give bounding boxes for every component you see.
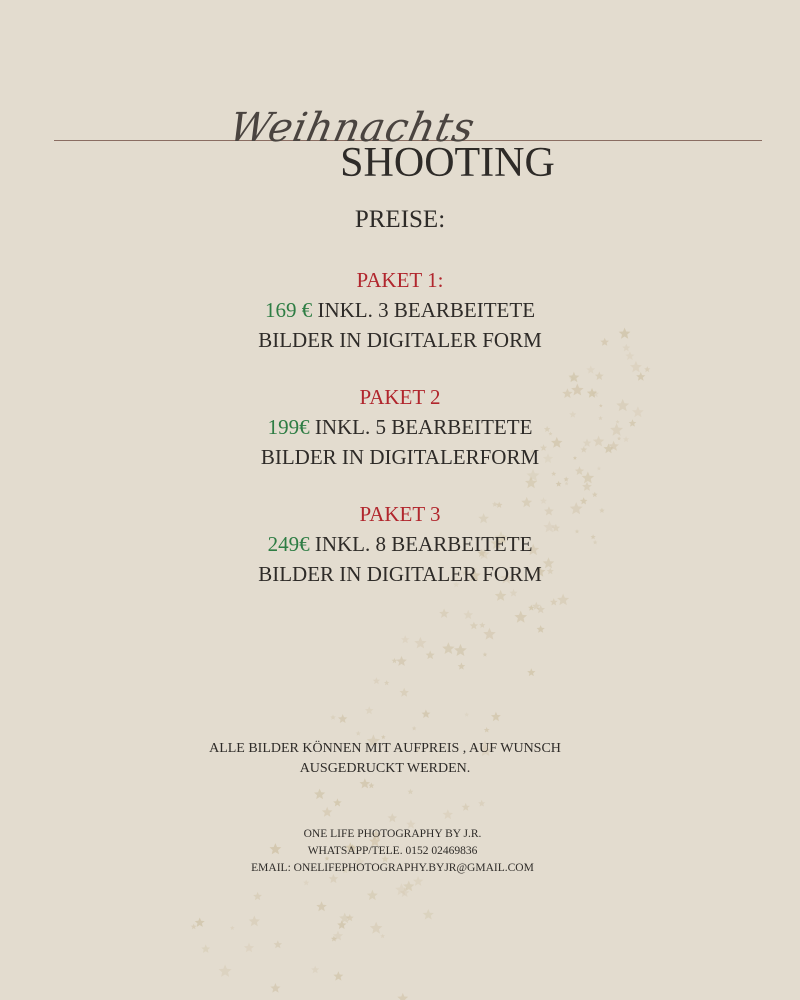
package-line-2: BILDER IN DIGITALER FORM xyxy=(258,328,542,352)
contact-name: ONE LIFE PHOTOGRAPHY BY J.R. xyxy=(303,828,482,840)
page-title: SHOOTING xyxy=(340,140,555,186)
star-decoration xyxy=(249,916,260,927)
section-title: PREISE: xyxy=(354,206,446,233)
package-price: 169 € xyxy=(264,298,313,322)
star-decoration xyxy=(368,783,374,789)
star-decoration xyxy=(380,934,385,938)
star-decoration xyxy=(195,918,205,927)
print-note-line-1: ALLE BILDER KÖNNEN MIT AUFPREIS , AUF WUNSCH xyxy=(209,741,561,756)
star-decoration xyxy=(636,372,645,381)
package-line-1 xyxy=(0,295,800,325)
star-decoration xyxy=(274,940,283,948)
print-note xyxy=(200,739,570,779)
star-decoration xyxy=(412,726,417,731)
star-decoration xyxy=(333,798,342,806)
star-decoration xyxy=(426,651,435,660)
star-decoration xyxy=(400,688,409,697)
package-3 xyxy=(0,499,800,589)
package-description: INKL. 8 BEARBEITETE xyxy=(309,532,533,556)
star-decoration xyxy=(322,807,333,817)
star-decoration xyxy=(550,598,558,605)
star-decoration xyxy=(527,668,535,676)
star-decoration xyxy=(443,809,453,819)
star-decoration xyxy=(330,715,336,720)
star-decoration xyxy=(360,778,371,788)
star-decoration xyxy=(464,712,469,716)
star-decoration xyxy=(370,922,383,934)
script-title: Weihnachts xyxy=(225,105,480,151)
star-decoration xyxy=(484,727,490,733)
package-name: PAKET 2 xyxy=(359,385,441,409)
star-decoration xyxy=(219,965,232,977)
star-decoration xyxy=(595,372,604,381)
star-decoration xyxy=(414,637,426,649)
star-decoration xyxy=(565,481,569,485)
star-decoration xyxy=(367,890,378,900)
star-decoration xyxy=(373,677,380,684)
star-decoration xyxy=(422,710,431,719)
package-2 xyxy=(0,382,800,472)
star-decoration xyxy=(244,943,254,953)
package-1 xyxy=(0,265,800,355)
contact-phone: WHATSAPP/TELE. 0152 02469836 xyxy=(307,845,478,857)
star-decoration xyxy=(582,472,595,484)
star-decoration xyxy=(396,656,407,666)
star-decoration xyxy=(462,803,470,811)
star-decoration xyxy=(314,789,325,800)
star-decoration xyxy=(630,361,642,372)
package-price: 249€ xyxy=(267,532,310,556)
package-description: INKL. 3 BEARBEITETE xyxy=(312,298,536,322)
star-decoration xyxy=(537,625,545,633)
star-decoration xyxy=(423,909,434,920)
star-decoration xyxy=(230,926,235,930)
package-line-1 xyxy=(0,529,800,559)
star-decoration xyxy=(510,589,518,597)
star-decoration xyxy=(586,365,595,373)
star-decoration xyxy=(439,609,449,618)
star-decoration xyxy=(365,706,373,714)
star-decoration xyxy=(491,712,501,721)
star-decoration xyxy=(311,966,319,974)
star-decoration xyxy=(316,901,327,911)
star-decoration xyxy=(337,920,346,929)
star-decoration xyxy=(463,610,473,619)
star-decoration xyxy=(592,492,598,497)
contact-email: EMAIL: ONELIFEPHOTOGRAPHY.BYJR@GMAIL.COM xyxy=(251,862,534,874)
star-decoration xyxy=(270,983,280,993)
package-name: PAKET 1: xyxy=(356,268,444,292)
star-decoration xyxy=(303,880,309,886)
star-decoration xyxy=(644,366,650,372)
star-decoration xyxy=(384,680,389,685)
star-decoration xyxy=(392,658,398,663)
star-decoration xyxy=(514,611,527,623)
star-decoration xyxy=(408,789,414,795)
package-line-2: BILDER IN DIGITALER FORM xyxy=(258,562,542,586)
star-decoration xyxy=(338,714,347,723)
package-line-2: BILDER IN DIGITALERFORM xyxy=(260,445,540,469)
package-description: INKL. 5 BEARBEITETE xyxy=(309,415,533,439)
star-decoration xyxy=(401,635,409,643)
star-decoration xyxy=(388,813,398,822)
star-decoration xyxy=(333,971,343,980)
star-decoration xyxy=(483,652,488,657)
star-decoration xyxy=(442,642,454,654)
star-decoration xyxy=(201,944,210,953)
print-note-line-2: AUSGEDRUCKT WERDEN. xyxy=(299,761,471,776)
star-decoration xyxy=(478,800,485,807)
star-decoration xyxy=(454,644,467,656)
star-decoration xyxy=(479,622,485,628)
package-line-1 xyxy=(0,412,800,442)
star-decoration xyxy=(557,594,569,605)
star-decoration xyxy=(356,731,361,736)
package-price: 199€ xyxy=(267,415,310,439)
package-name: PAKET 3 xyxy=(359,502,441,526)
star-decoration xyxy=(495,590,507,601)
star-decoration xyxy=(470,622,478,630)
star-decoration xyxy=(556,481,562,487)
star-decoration xyxy=(413,876,423,886)
star-decoration xyxy=(483,628,495,640)
star-decoration xyxy=(564,477,569,482)
star-decoration xyxy=(458,663,466,670)
star-decoration xyxy=(582,482,592,491)
contact-info xyxy=(0,826,785,877)
star-decoration xyxy=(397,993,408,1000)
star-decoration xyxy=(253,892,262,900)
star-decoration xyxy=(191,924,197,930)
